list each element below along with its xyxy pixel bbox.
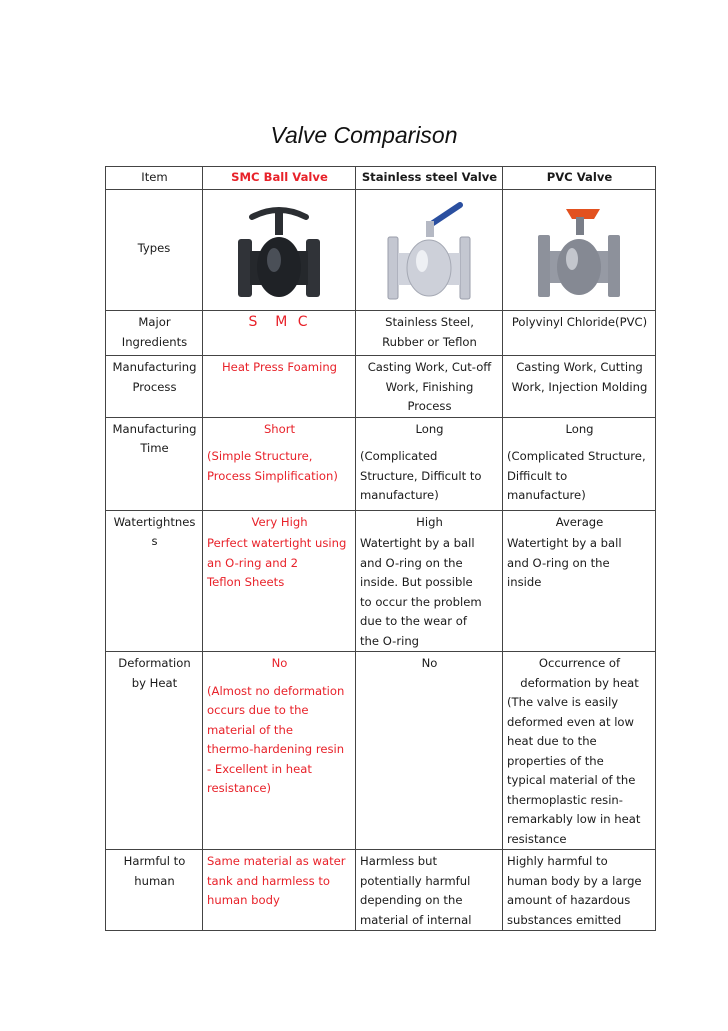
header-row bbox=[106, 167, 656, 190]
pvc-heat-head-1: Occurrence of bbox=[538, 656, 621, 670]
label-time-1: Manufacturing bbox=[112, 421, 197, 436]
pvc-heat-1: (The valve is easily bbox=[507, 695, 619, 709]
pvc-water-head: Average bbox=[555, 514, 604, 529]
row-harmful bbox=[106, 850, 656, 931]
pvc-heat-head-2: deformation by heat bbox=[520, 675, 639, 690]
header-steel: Stainless steel Valve bbox=[356, 167, 503, 190]
smc-heat-2: occurs due to the bbox=[207, 703, 309, 717]
label-harm-1: Harmful to bbox=[123, 854, 186, 868]
pvc-harm-3: amount of hazardous bbox=[507, 893, 631, 907]
smc-harm-3: human body bbox=[207, 893, 280, 907]
pvc-heat-5: typical material of the bbox=[507, 773, 636, 787]
row-process bbox=[106, 356, 656, 418]
label-harm-2: human bbox=[134, 873, 175, 888]
pvc-time-3: manufacture) bbox=[507, 488, 586, 502]
smc-heat-6: resistance) bbox=[207, 781, 271, 795]
steel-harm-4: material of internal bbox=[360, 912, 472, 927]
row-deformation bbox=[106, 652, 656, 850]
steel-water-head: High bbox=[416, 514, 443, 529]
smc-water-1: Perfect watertight using bbox=[207, 536, 347, 550]
pvc-time-2: Difficult to bbox=[507, 468, 568, 483]
smc-harm-1: Same material as water bbox=[207, 854, 346, 868]
smc-heat-5: - Excellent in heat bbox=[207, 761, 312, 776]
steel-water-2: and O-ring on the bbox=[360, 555, 463, 570]
steel-time-head: Long bbox=[415, 421, 444, 436]
pvc-heat-8: resistance bbox=[507, 831, 567, 846]
header-smc: SMC Ball Valve bbox=[203, 167, 356, 190]
pvc-water-1: Watertight by a ball bbox=[507, 536, 622, 550]
pvc-heat-3: heat due to the bbox=[507, 734, 597, 748]
pvc-valve-image bbox=[503, 190, 655, 308]
smc-valve-image bbox=[203, 190, 355, 308]
smc-ingredients: S M C bbox=[203, 311, 356, 356]
pvc-process-2: Work, Injection Molding bbox=[511, 379, 648, 394]
row-ingredients bbox=[106, 311, 656, 356]
smc-harm-2: tank and harmless to bbox=[207, 873, 330, 888]
page-title: Valve Comparison bbox=[270, 122, 458, 148]
smc-heat-4: thermo-hardening resin bbox=[207, 742, 345, 756]
steel-water-1: Watertight by a ball bbox=[360, 536, 475, 550]
smc-time-head: Short bbox=[263, 421, 296, 436]
steel-process-1: Casting Work, Cut-off bbox=[367, 360, 492, 374]
row-types bbox=[106, 190, 656, 311]
pvc-heat-2: deformed even at low bbox=[507, 714, 634, 729]
pvc-time-1: (Complicated Structure, bbox=[507, 449, 646, 463]
steel-harm-1: Harmless but bbox=[360, 854, 438, 868]
row-time bbox=[106, 417, 656, 510]
header-item: Item bbox=[106, 167, 203, 190]
label-process-2: Process bbox=[132, 379, 177, 394]
pvc-water-3: inside bbox=[507, 575, 542, 589]
label-ingredients-1: Major bbox=[138, 315, 171, 329]
pvc-water-2: and O-ring on the bbox=[507, 555, 610, 570]
steel-ingredients-2: Rubber or Teflon bbox=[382, 334, 477, 349]
steel-water-5: due to the wear of bbox=[360, 614, 467, 628]
steel-time-1: (Complicated bbox=[360, 449, 438, 463]
label-types: Types bbox=[137, 241, 171, 256]
header-pvc: PVC Valve bbox=[503, 167, 656, 190]
steel-water-6: the O-ring bbox=[360, 633, 420, 648]
label-process-1: Manufacturing bbox=[112, 360, 197, 374]
label-water-2: s bbox=[151, 534, 158, 548]
label-heat-2: by Heat bbox=[131, 675, 178, 690]
smc-process: Heat Press Foaming bbox=[203, 356, 356, 418]
smc-water-3: Teflon Sheets bbox=[207, 575, 285, 589]
smc-water-2: an O-ring and 2 bbox=[207, 555, 299, 570]
pvc-ingredients: Polyvinyl Chloride(PVC) bbox=[503, 311, 656, 356]
steel-ingredients-1: Stainless Steel, bbox=[385, 315, 474, 329]
steel-harm-2: potentially harmful bbox=[360, 873, 471, 888]
steel-water-3: inside. But possible bbox=[360, 575, 473, 589]
steel-process-3: Process bbox=[407, 399, 452, 413]
smc-water-head: Very High bbox=[251, 514, 308, 529]
label-ingredients-2: Ingredients bbox=[121, 334, 188, 349]
pvc-heat-7: remarkably low in heat bbox=[507, 812, 641, 826]
steel-time-3: manufacture) bbox=[360, 488, 439, 502]
label-water-1: Watertightnes bbox=[113, 514, 196, 529]
smc-heat-head: No bbox=[271, 656, 288, 670]
smc-heat-3: material of the bbox=[207, 722, 293, 737]
comparison-table bbox=[105, 166, 656, 931]
label-time-2: Time bbox=[140, 441, 169, 455]
pvc-harm-2: human body by a large bbox=[507, 873, 642, 888]
pvc-harm-1: Highly harmful to bbox=[507, 854, 608, 868]
steel-harm-3: depending on the bbox=[360, 893, 463, 907]
steel-process-2: Work, Finishing bbox=[385, 379, 474, 394]
steel-heat-head: No bbox=[421, 656, 438, 670]
smc-time-1: (Simple Structure, bbox=[207, 449, 313, 463]
steel-valve-image bbox=[356, 190, 502, 308]
smc-time-2: Process Simplification) bbox=[207, 468, 338, 483]
smc-heat-1: (Almost no deformation bbox=[207, 683, 345, 698]
pvc-heat-6: thermoplastic resin- bbox=[507, 792, 623, 807]
pvc-heat-4: properties of the bbox=[507, 753, 604, 768]
pvc-process-1: Casting Work, Cutting bbox=[516, 360, 643, 374]
pvc-time-head: Long bbox=[565, 421, 594, 436]
steel-water-4: to occur the problem bbox=[360, 594, 482, 609]
steel-time-2: Structure, Difficult to bbox=[360, 468, 482, 483]
row-watertightness bbox=[106, 510, 656, 652]
label-heat-1: Deformation bbox=[118, 656, 191, 670]
pvc-harm-4: substances emitted bbox=[507, 912, 622, 927]
